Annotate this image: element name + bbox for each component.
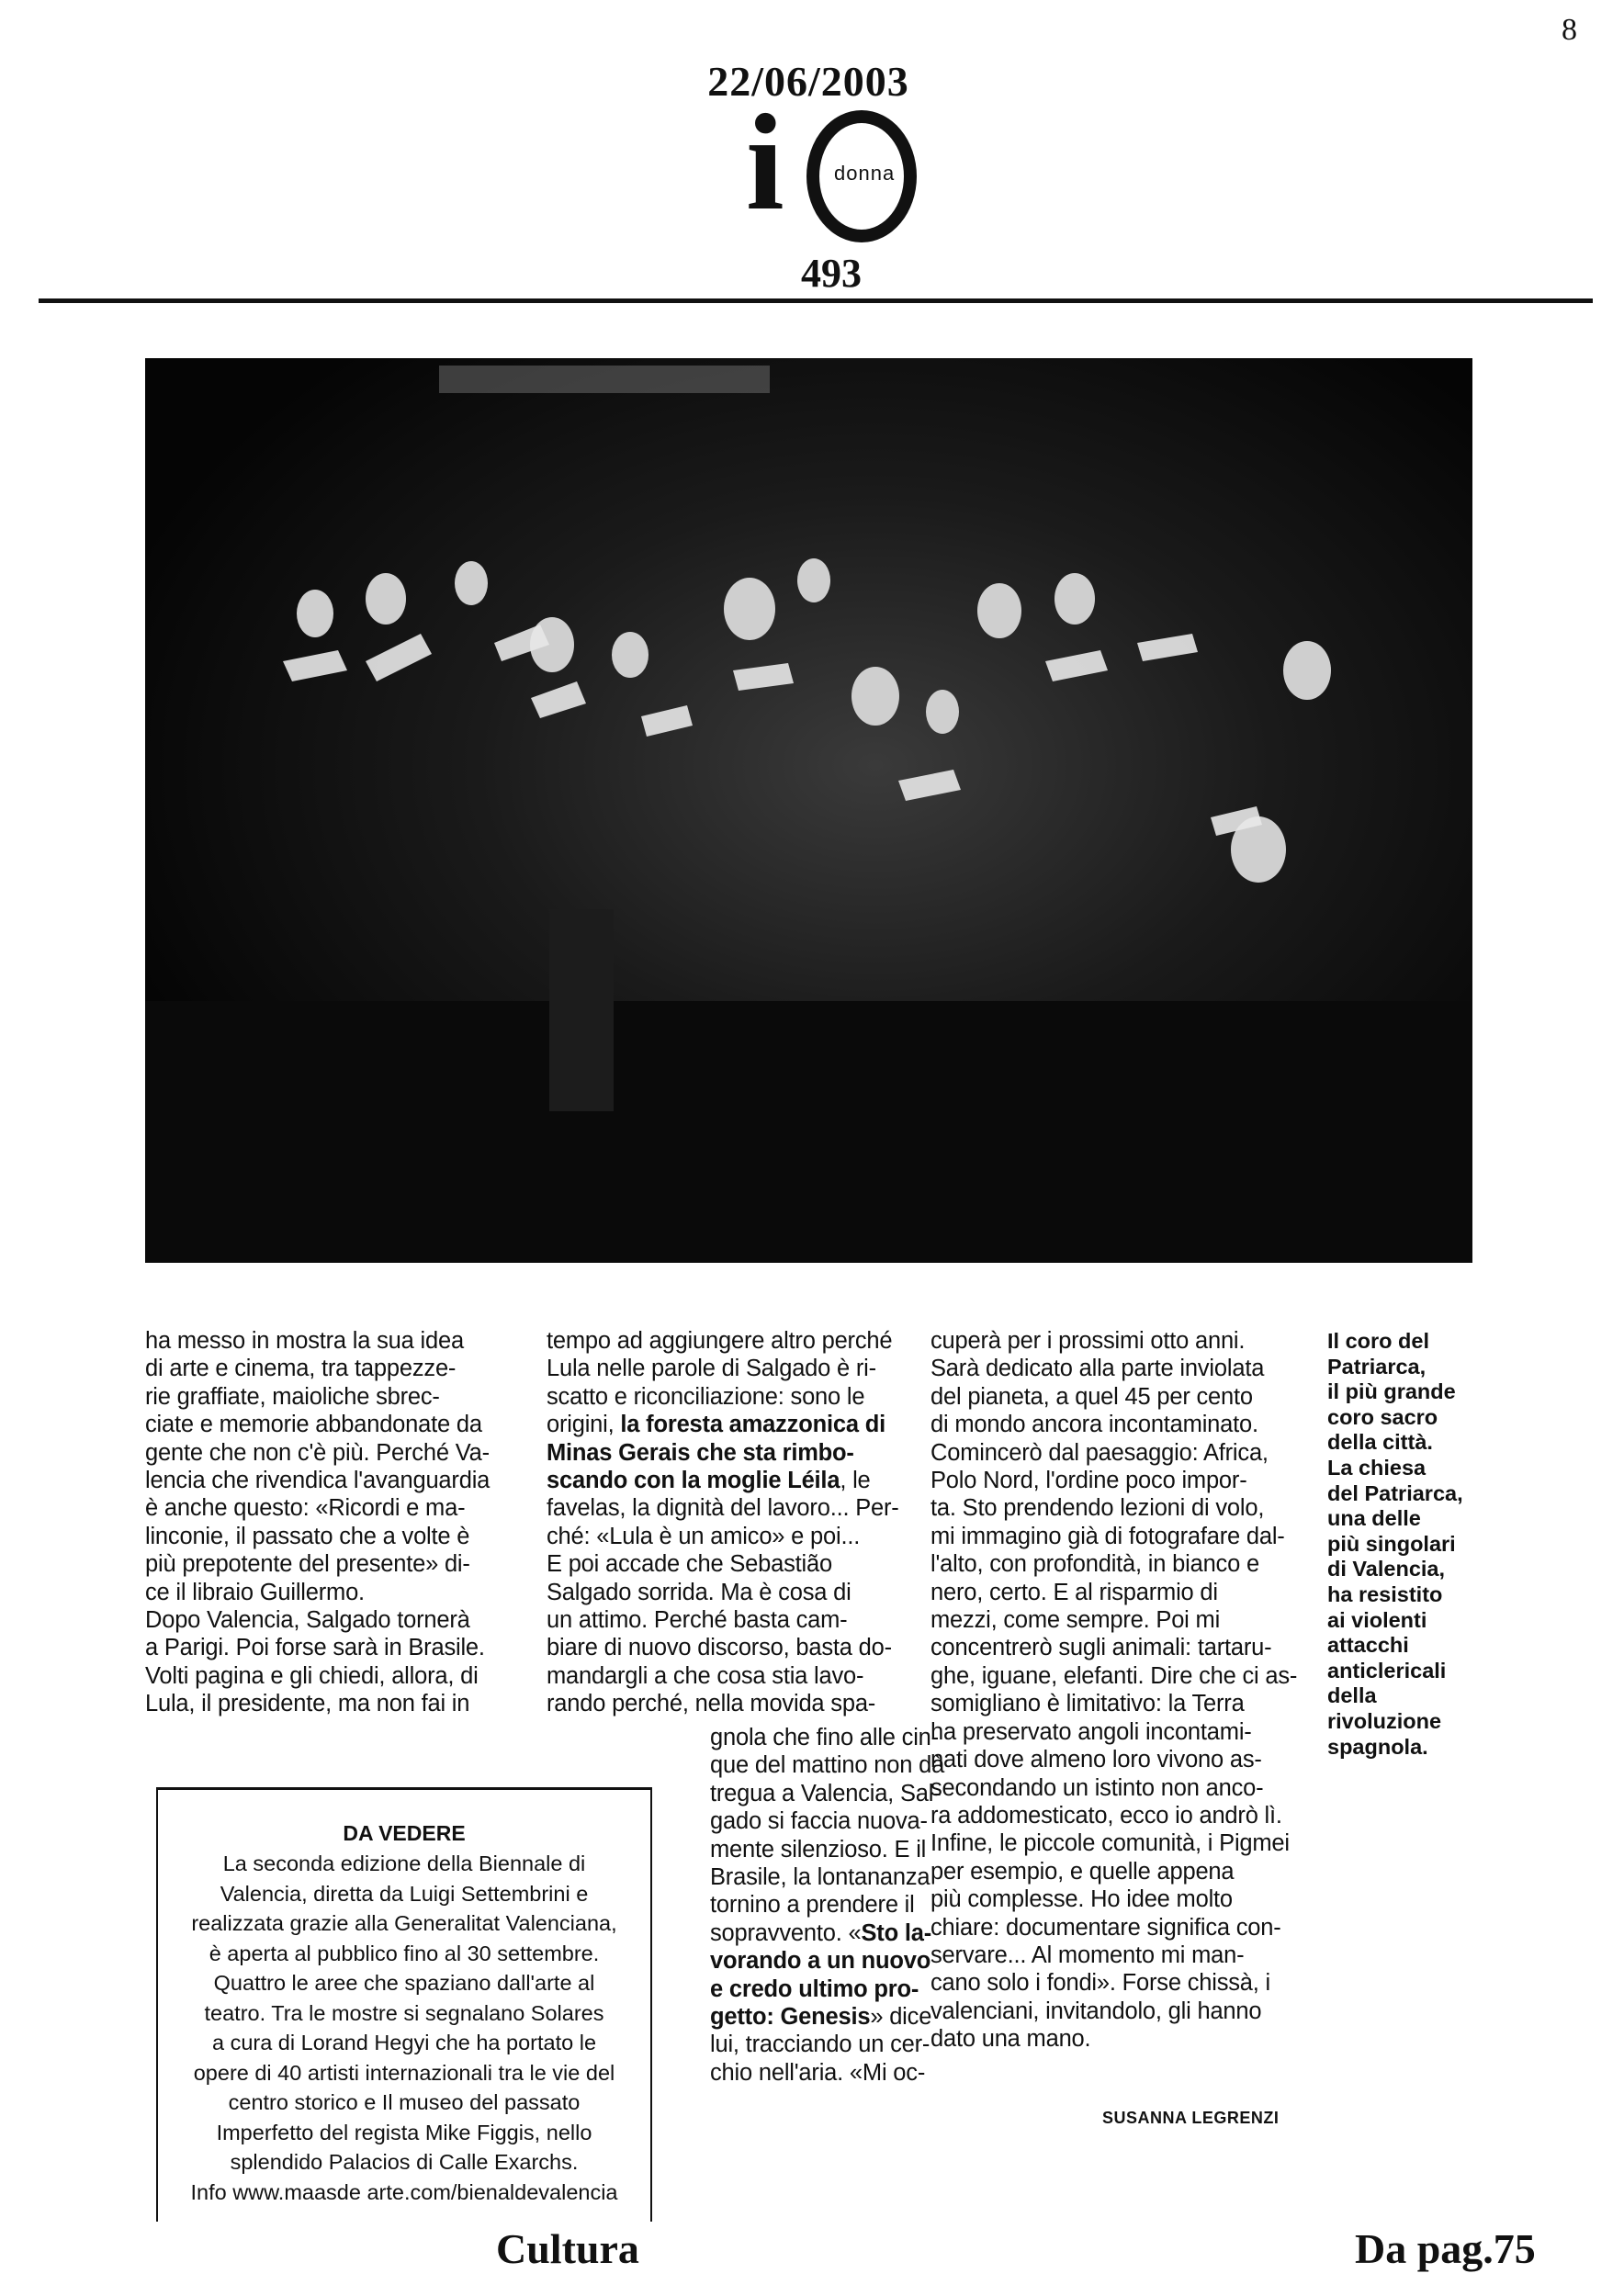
caption-line: ai violenti bbox=[1327, 1607, 1427, 1632]
text-line: valenciani, invitandolo, gli hanno bbox=[930, 1998, 1262, 2024]
caption-line: rivoluzione bbox=[1327, 1708, 1442, 1733]
box-line: a cura di Lorand Hegyi che ha portato le bbox=[211, 2031, 597, 2054]
box-line: teatro. Tra le mostre si segnalano Solares bbox=[204, 2000, 604, 2025]
text-line: cano solo i fondi». Forse chissà, i bbox=[930, 1970, 1271, 1997]
text-line: di arte e cinema, tra tappezze- bbox=[145, 1356, 457, 1382]
text-line: Infine, le piccole comunità, i Pigmei bbox=[930, 1830, 1290, 1857]
article-column-2: tempo ad aggiungere altro perché Lula nelle parole di Salgado è ri- scatto e riconciliazione: sono le origini, la foresta amazzonica di Minas Gerais che sta rimbo- scando con la moglie Léila, le favelas, la dignità del lavoro... Per- ché: «Lula è un amico» e poi... E poi accade che Sebastião Salgado sorrida. Ma è cosa di un attimo. Perché basta cam- biare di nuovo discorso, basta do- mandargli a che cosa stia lavo- rando perché, nella movida spa- bbox=[547, 1328, 899, 1717]
text-line: chio nell'aria. «Mi oc- bbox=[710, 2059, 926, 2086]
box-line: splendido Palacios di Calle Exarchs. bbox=[230, 2150, 579, 2174]
text-line: Comincerò dal paesaggio: Africa, bbox=[930, 1439, 1269, 1466]
singer-head bbox=[851, 667, 899, 726]
caption-line: più singolari bbox=[1327, 1531, 1456, 1556]
box-line: è aperta al pubblico fino al 30 settembre. bbox=[209, 1941, 600, 1965]
text-line: somigliano è limitativo: la Terra bbox=[930, 1691, 1245, 1717]
info-box-body bbox=[158, 1849, 650, 2207]
text-line: servare... Al momento mi man- bbox=[930, 1941, 1245, 1968]
text-line: cuperà per i prossimi otto anni. bbox=[930, 1328, 1246, 1354]
singer-head bbox=[977, 583, 1021, 638]
logo-letter: i bbox=[746, 86, 784, 239]
text-line: Brasile, la lontananza bbox=[710, 1864, 930, 1891]
caption-line: La chiesa bbox=[1327, 1455, 1427, 1480]
bold-text: la foresta amazzonica di bbox=[620, 1412, 885, 1438]
io-donna-logo bbox=[746, 86, 930, 250]
box-line: La seconda edizione della Biennale di bbox=[222, 1851, 586, 1875]
singer-head bbox=[455, 561, 488, 605]
text-line: a Parigi. Poi forse sarà in Brasile. bbox=[145, 1635, 485, 1661]
caption-line: del Patriarca, bbox=[1327, 1480, 1463, 1505]
text-line: origini, bbox=[547, 1412, 615, 1438]
lectern bbox=[549, 909, 614, 1111]
caption-line: ha resistito bbox=[1327, 1581, 1443, 1606]
text-line: ciate e memorie abbandonate da bbox=[145, 1412, 482, 1438]
text-line: un attimo. Perché basta cam- bbox=[547, 1607, 848, 1634]
text-line: nero, certo. E al risparmio di bbox=[930, 1579, 1218, 1605]
text-line: tornino a prendere il bbox=[710, 1892, 915, 1919]
continued-from: Da pag.75 bbox=[1355, 2225, 1536, 2272]
bold-text: e credo ultimo pro- bbox=[710, 1975, 919, 2002]
bold-text: Sto la- bbox=[861, 1919, 932, 1946]
text-line: gnola che fino alle cin- bbox=[710, 1725, 939, 1750]
text-line: sopravvento. « bbox=[710, 1919, 862, 1946]
text-line: Salgado sorrida. Ma è cosa di bbox=[547, 1579, 851, 1605]
text-line: più prepotente del presente» di- bbox=[145, 1551, 470, 1578]
singer-head bbox=[724, 578, 775, 640]
text-line: gente che non c'è più. Perché Va- bbox=[145, 1439, 490, 1466]
singer-head bbox=[612, 632, 648, 678]
text-line: più complesse. Ho idee molto bbox=[930, 1886, 1233, 1913]
text-line: Lula, il presidente, ma non fai in bbox=[145, 1691, 470, 1717]
box-line: opere di 40 artisti internazionali tra le vie del bbox=[193, 2060, 615, 2085]
singer-head bbox=[1283, 641, 1331, 700]
photo-caption bbox=[1327, 1329, 1463, 1760]
issue-date: 22/06/2003 bbox=[707, 58, 909, 105]
logo-word: donna bbox=[834, 162, 896, 185]
text-line: tregua a Valencia, Sal- bbox=[710, 1780, 942, 1806]
caption-line: coro sacro bbox=[1327, 1404, 1438, 1429]
text-line: ha preservato angoli incontami- bbox=[930, 1718, 1252, 1745]
article-column-2-narrow: gnola che fino alle cin- que del mattino non dà tregua a Valencia, Sal- gado si faccia nuova- mente silenzioso. E il Brasile, la lontananza tornino a prendere il sopravvento. «Sto la- vorando a un nuovo e credo ultimo pro- getto: Genesis» dice lui, tracciando un cer- chio nell'aria. «Mi oc- bbox=[710, 1725, 945, 2086]
info-box bbox=[156, 1787, 652, 2222]
box-line: Imperfetto del regista Mike Figgis, nello bbox=[216, 2120, 592, 2144]
article-column-3 bbox=[930, 1327, 1297, 2054]
text-line: ta. Sto prendendo lezioni di volo, bbox=[930, 1495, 1265, 1522]
text-line: Lula nelle parole di Salgado è ri- bbox=[547, 1356, 876, 1382]
caption-line: di Valencia, bbox=[1327, 1557, 1446, 1581]
box-line: Quattro le aree che spaziano dall'arte al bbox=[213, 1971, 595, 1995]
text-line: per esempio, e quelle appena bbox=[930, 1858, 1235, 1885]
caption-line: attacchi bbox=[1327, 1633, 1409, 1658]
text-line: tempo ad aggiungere altro perché bbox=[547, 1328, 893, 1354]
text-line: mi immagino già di fotografare dal- bbox=[930, 1523, 1285, 1549]
text-line: linconie, il passato che a volte è bbox=[145, 1523, 470, 1549]
text-line: ha messo in mostra la sua idea bbox=[145, 1328, 464, 1354]
info-box-title: DA VEDERE bbox=[343, 1821, 466, 1845]
caption-line: il più grande bbox=[1327, 1379, 1456, 1404]
text-line: di mondo ancora incontaminato. bbox=[930, 1412, 1258, 1438]
bold-text: getto: Genesis bbox=[710, 2004, 871, 2031]
singer-head bbox=[366, 573, 406, 625]
text-line: lui, tracciando un cer- bbox=[710, 2032, 930, 2058]
bold-text: Minas Gerais che sta rimbo- bbox=[547, 1439, 854, 1466]
text-line: favelas, la dignità del lavoro... Per- bbox=[547, 1495, 899, 1522]
author-signature: SUSANNA LEGRENZI bbox=[1102, 2109, 1280, 2127]
text-line: dato una mano. bbox=[930, 2026, 1091, 2053]
text-line: gado si faccia nuova- bbox=[710, 1808, 928, 1835]
box-line: centro storico e Il museo del passato bbox=[228, 2090, 581, 2114]
text-line: nati dove almeno loro vivono as- bbox=[930, 1747, 1262, 1773]
issue-number: 493 bbox=[801, 251, 862, 296]
text-line: que del mattino non dà bbox=[710, 1752, 945, 1779]
header-rule bbox=[39, 298, 1593, 303]
section-label: Cultura bbox=[496, 2225, 639, 2272]
text-line: secondando un istinto non anco- bbox=[930, 1774, 1264, 1801]
caption-line: Il coro del bbox=[1327, 1329, 1429, 1353]
singer-head bbox=[797, 558, 830, 602]
text-line: Dopo Valencia, Salgado tornerà bbox=[145, 1607, 470, 1634]
text-line: scatto e riconciliazione: sono le bbox=[547, 1383, 865, 1410]
stall-shadow bbox=[145, 1001, 1472, 1263]
page-number: 8 bbox=[1562, 13, 1577, 47]
caption-line: Patriarca, bbox=[1327, 1354, 1427, 1379]
text-line: rie graffiate, maioliche sbrec- bbox=[145, 1383, 440, 1410]
text-line: l'alto, con profondità, in bianco e bbox=[930, 1551, 1259, 1578]
choir-photo bbox=[145, 358, 1472, 1263]
text-line: concentrerò sugli animali: tartaru- bbox=[930, 1635, 1272, 1661]
text-line: Sarà dedicato alla parte inviolata bbox=[930, 1356, 1265, 1382]
singer-head bbox=[297, 590, 333, 637]
singer-head bbox=[1054, 573, 1095, 625]
caption-line: anticlericali bbox=[1327, 1658, 1447, 1683]
caption-line: della città. bbox=[1327, 1430, 1433, 1455]
text-line: Polo Nord, l'ordine poco impor- bbox=[930, 1468, 1247, 1494]
box-line: realizzata grazie alla Generalitat Valenciana, bbox=[191, 1911, 617, 1935]
text-line: del pianeta, a quel 45 per cento bbox=[930, 1383, 1253, 1410]
text-line: mezzi, come sempre. Poi mi bbox=[930, 1607, 1221, 1634]
bold-text: vorando a un nuovo bbox=[710, 1948, 931, 1975]
caption-line: della bbox=[1327, 1683, 1377, 1708]
box-line: Valencia, diretta da Luigi Settembrini e bbox=[220, 1881, 589, 1906]
box-line: Info www.maasde arte.com/bienaldevalencia bbox=[190, 2179, 618, 2204]
text-line: ra addomesticato, ecco io andrò lì. bbox=[930, 1802, 1282, 1829]
text-line: ghe, iguane, elefanti. Dire che ci as- bbox=[930, 1662, 1298, 1689]
text-line: ce il libraio Guillermo. bbox=[145, 1579, 365, 1605]
bold-text: scando con la moglie Léila bbox=[547, 1468, 840, 1494]
text-line: è anche questo: «Ricordi e ma- bbox=[145, 1495, 466, 1522]
article-column-1 bbox=[145, 1327, 490, 1718]
text-line: E poi accade che Sebastião bbox=[547, 1551, 832, 1578]
text-line: lencia che rivendica l'avanguardia bbox=[145, 1468, 491, 1494]
text-line: Volti pagina e gli chiedi, allora, di bbox=[145, 1662, 479, 1689]
text-line: mandargli a che cosa stia lavo- bbox=[547, 1662, 864, 1689]
caption-line: una delle bbox=[1327, 1506, 1421, 1531]
text-line: chiare: documentare significa con- bbox=[930, 1914, 1281, 1941]
text-line: biare di nuovo discorso, basta do- bbox=[547, 1635, 892, 1661]
caption-line: spagnola. bbox=[1327, 1734, 1428, 1759]
singer-head bbox=[926, 690, 959, 734]
text-line: ché: «Lula è un amico» e poi... bbox=[547, 1523, 861, 1549]
text-line: rando perché, nella movida spa- bbox=[547, 1691, 876, 1717]
photo-top-light bbox=[439, 366, 770, 393]
text-line: mente silenzioso. E il bbox=[710, 1836, 927, 1863]
